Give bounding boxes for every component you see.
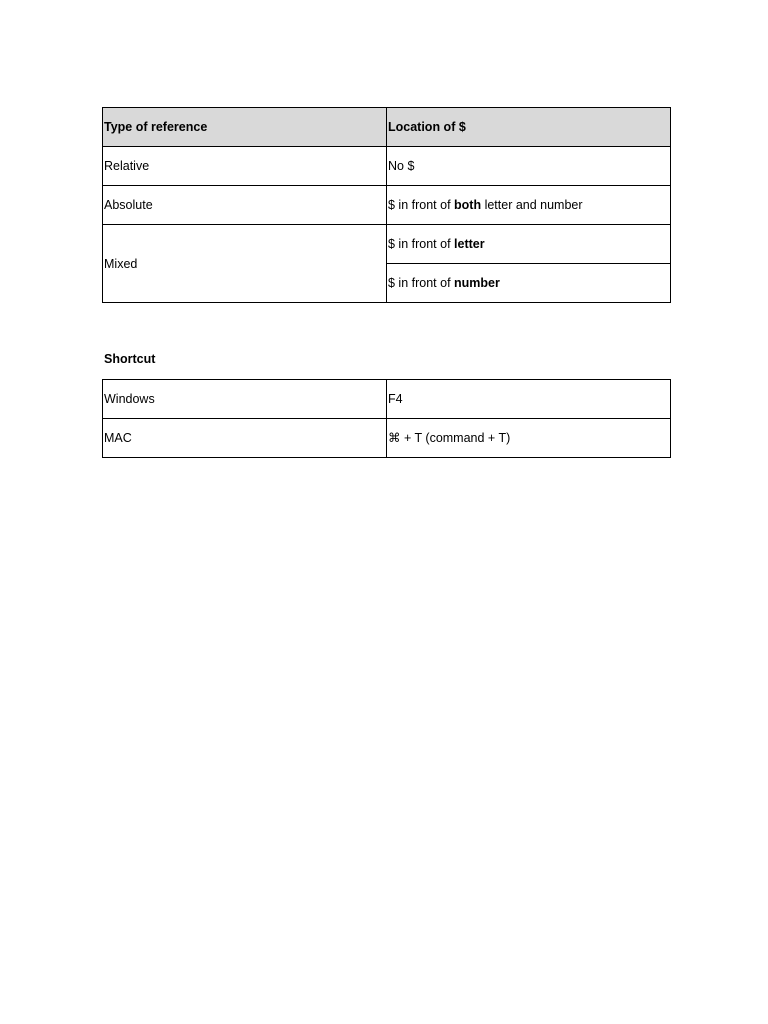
cell-location-mixed-letter	[387, 225, 671, 264]
cell-location-mixed-number	[387, 264, 671, 303]
table-row-windows	[103, 380, 671, 419]
reference-type-table	[102, 107, 671, 303]
shortcut-heading: Shortcut	[104, 352, 156, 366]
table-row-absolute	[103, 186, 671, 225]
cell-type-mixed: Mixed	[103, 225, 387, 303]
cell-location-relative: No $	[387, 147, 671, 186]
table-row-mac	[103, 419, 671, 458]
table-row-mixed-letter	[103, 225, 671, 264]
shortcut-table	[102, 379, 671, 458]
cell-keys-mac: ⌘ + T (command + T)	[387, 419, 671, 458]
cell-platform-windows: Windows	[103, 380, 387, 419]
header-location-of-dollar: Location of $	[387, 108, 671, 147]
cell-platform-mac: MAC	[103, 419, 387, 458]
header-type-of-reference: Type of reference	[103, 108, 387, 147]
cell-type-absolute: Absolute	[103, 186, 387, 225]
text-prefix: $ in front of	[388, 237, 455, 251]
table-header-row	[103, 108, 671, 147]
cell-location-absolute	[387, 186, 671, 225]
cell-type-relative: Relative	[103, 147, 387, 186]
text-prefix: $ in front of	[388, 276, 455, 290]
text-suffix: letter and number	[481, 198, 583, 212]
text-emphasis-letter: letter	[454, 237, 485, 251]
table-row-relative	[103, 147, 671, 186]
text-prefix: $ in front of	[388, 198, 455, 212]
text-emphasis-both: both	[454, 198, 482, 212]
text-emphasis-number: number	[454, 276, 500, 290]
cell-keys-windows: F4	[387, 380, 671, 419]
